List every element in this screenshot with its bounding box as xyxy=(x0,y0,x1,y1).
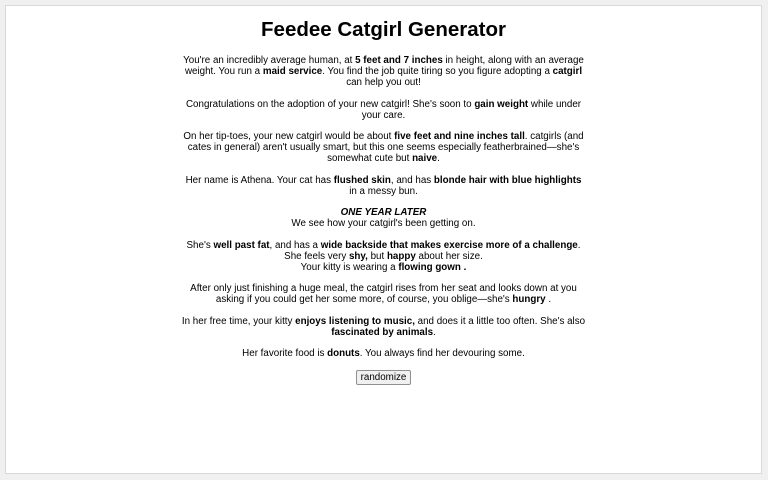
backside-value: wide backside that makes exercise more of a challenge xyxy=(320,239,578,251)
text-span: . catgirls (and cates in general) aren't usually smart, but this one seems especially featherbrained—she's somewhat cute but xyxy=(187,131,584,164)
text-span: but xyxy=(367,250,387,262)
time-skip-text: We see how your catgirl's been getting on. xyxy=(291,218,476,229)
clothing-value: flowing gown . xyxy=(398,261,467,273)
time-skip-heading: ONE YEAR LATER xyxy=(340,207,427,218)
hunger-value: hungry xyxy=(512,294,546,305)
personality-value: naive xyxy=(412,153,438,164)
text-span: can help you out! xyxy=(346,77,421,88)
text-span: . xyxy=(545,294,552,305)
feeling-value: shy, xyxy=(348,250,368,262)
page-container xyxy=(5,5,762,474)
text-span: Her favorite food is xyxy=(242,348,328,359)
randomize-button[interactable]: randomize xyxy=(356,370,412,385)
occupation-value: maid service xyxy=(262,66,323,77)
text-span: . You find the job quite tiring so you figure adopting a xyxy=(322,66,553,77)
body-paragraph xyxy=(181,240,586,273)
goal-value: gain weight xyxy=(474,98,529,110)
hair-value: blonde hair with blue highlights xyxy=(433,174,582,186)
catgirl-height-value: five feet and nine inches tall xyxy=(394,131,525,142)
appearance-paragraph xyxy=(181,175,586,197)
text-span: . xyxy=(433,326,436,338)
text-span: In her free time, your kitty xyxy=(181,315,296,327)
text-span: , and has a xyxy=(269,239,321,251)
page-title: Feedee Catgirl Generator xyxy=(261,18,506,41)
food-value: donuts xyxy=(327,348,360,359)
text-span: in height, along with an average weight. You run a xyxy=(184,55,584,77)
text-span: She's xyxy=(186,239,214,251)
text-span: while under your care. xyxy=(361,98,582,121)
text-span: Her name is Athena. Your cat has xyxy=(185,174,334,186)
size-value: well past fat xyxy=(213,239,270,251)
text-span: Your kitty is wearing a xyxy=(300,261,399,273)
height-value: 5 feet and 7 inches xyxy=(355,55,443,66)
food-paragraph xyxy=(181,348,586,359)
interest-value: fascinated by animals xyxy=(331,326,434,338)
text-span: in a messy bun. xyxy=(349,185,418,197)
text-span: . You always find her devouring some. xyxy=(359,348,525,359)
text-span: . xyxy=(437,153,440,164)
text-span: You're an incredibly average human, at xyxy=(183,55,356,66)
adoption-paragraph xyxy=(181,99,586,121)
hobby-value: enjoys listening to music, xyxy=(295,315,415,327)
species-value: catgirl xyxy=(552,66,583,77)
time-skip-paragraph xyxy=(181,207,586,229)
text-span: After only just finishing a huge meal, the catgirl rises from her seat and looks down at you asking if you could get her some more, of course, you oblige—she's xyxy=(190,283,577,305)
height-paragraph xyxy=(181,131,586,164)
text-span: about her size. xyxy=(415,250,483,262)
skin-value: flushed skin xyxy=(333,174,391,186)
mood-value: happy xyxy=(386,250,416,262)
text-span: Congratulations on the adoption of your new catgirl! She's soon to xyxy=(185,98,475,110)
meal-paragraph xyxy=(181,283,586,305)
story-content xyxy=(181,55,586,385)
hobby-paragraph xyxy=(181,316,586,338)
text-span: and does it a little too often. She's also xyxy=(414,315,586,327)
text-span: . She feels very xyxy=(284,239,581,262)
text-span: , and has xyxy=(390,174,434,186)
text-span: On her tip-toes, your new catgirl would be about xyxy=(183,131,395,142)
intro-paragraph xyxy=(181,55,586,88)
